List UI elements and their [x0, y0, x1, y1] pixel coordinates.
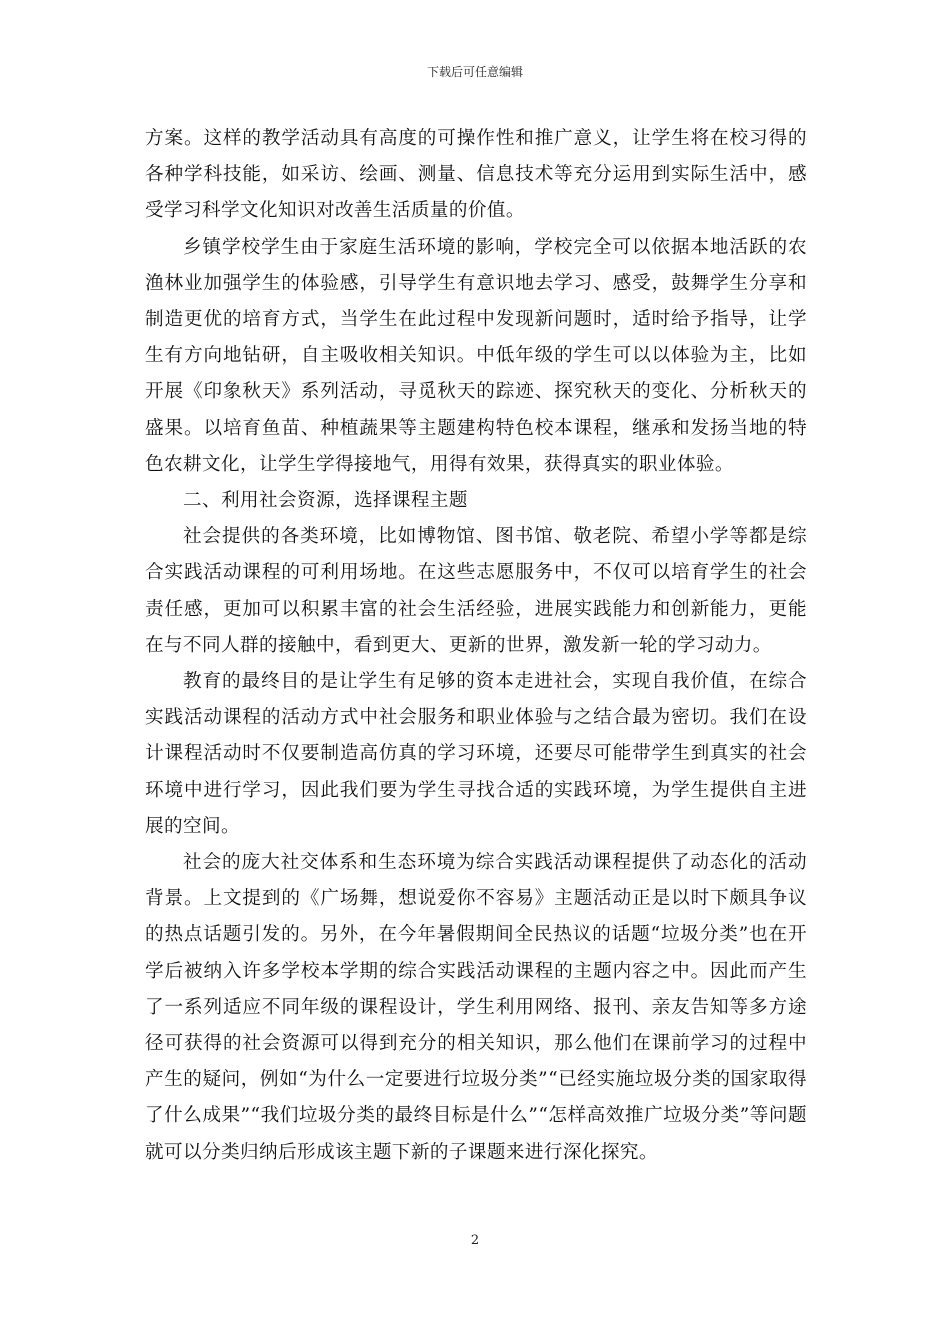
- document-body: [145, 121, 807, 1171]
- page-header: 下载后可任意编辑: [426, 65, 523, 79]
- paragraph: 教育的最终目的是让学生有足够的资本走进社会，实现自我价值，在综合实践活动课程的活动方式中社会服务和职业体验与之结合最为密切。我们在设计课程活动时不仅要制造高仿真的学习环境，还要尽可能带学生到真实的社会环境中进行学习，因此我们要为学生寻找合适的实践环境，为学生提供自主进展的空间。: [145, 671, 807, 837]
- paragraph: 社会提供的各类环境，比如博物馆、图书馆、敬老院、希望小学等都是综合实践活动课程的可利用场地。在这些志愿服务中，不仅可以培育学生的社会责任感，更加可以积累丰富的社会生活经验，进展实践能力和创新能力，更能在与不同人群的接触中，看到更大、更新的世界，激发新一轮的学习动力。: [145, 526, 807, 656]
- paragraph: 方案。这样的教学活动具有高度的可操作性和推广意义，让学生将在校习得的各种学科技能，如采访、绘画、测量、信息技术等充分运用到实际生活中，感受学习科学文化知识对改善生活质量的价值。: [145, 128, 807, 222]
- section-heading: 二、利用社会资源，选择课程主题: [183, 490, 468, 512]
- paragraph: 乡镇学校学生由于家庭生活环境的影响，学校完全可以依据本地活跃的农渔林业加强学生的体验感，引导学生有意识地去学习、感受，鼓舞学生分享和制造更优的培育方式，当学生在此过程中发现新问题时，适时给予指导，让学生有方向地钻研，自主吸收相关知识。中低年级的学生可以以体验为主，比如开展《印象秋天》系列活动，寻觅秋天的踪迹、探究秋天的变化、分析秋天的盛果。以培育鱼苗、种植蔬果等主题建构特色校本课程，继承和发扬当地的特色农耕文化，让学生学得接地气，用得有效果，获得真实的职业体验。: [145, 236, 807, 475]
- paragraph: 社会的庞大社交体系和生态环境为综合实践活动课程提供了动态化的活动背景。上文提到的《广场舞，想说爱你不容易》主题活动正是以时下颇具争议的热点话题引发的。另外，在今年暑假期间全民热议的话题“垃圾分类”也在开学后被纳入许多学校本学期的综合实践活动课程的主题内容之中。因此而产生了一系列适应不同年级的课程设计，学生利用网络、报刊、亲友告知等多方途径可获得的社会资源可以得到充分的相关知识，那么他们在课前学习的过程中产生的疑问，例如“为什么一定要进行垃圾分类”“已经实施垃圾分类的国家取得了什么成果”“我们垃圾分类的最终目标是什么”“怎样高效推广垃圾分类”等问题就可以分类归纳后形成该主题下新的子课题来进行深化探究。: [145, 852, 807, 1163]
- page-number: 2: [470, 1233, 480, 1248]
